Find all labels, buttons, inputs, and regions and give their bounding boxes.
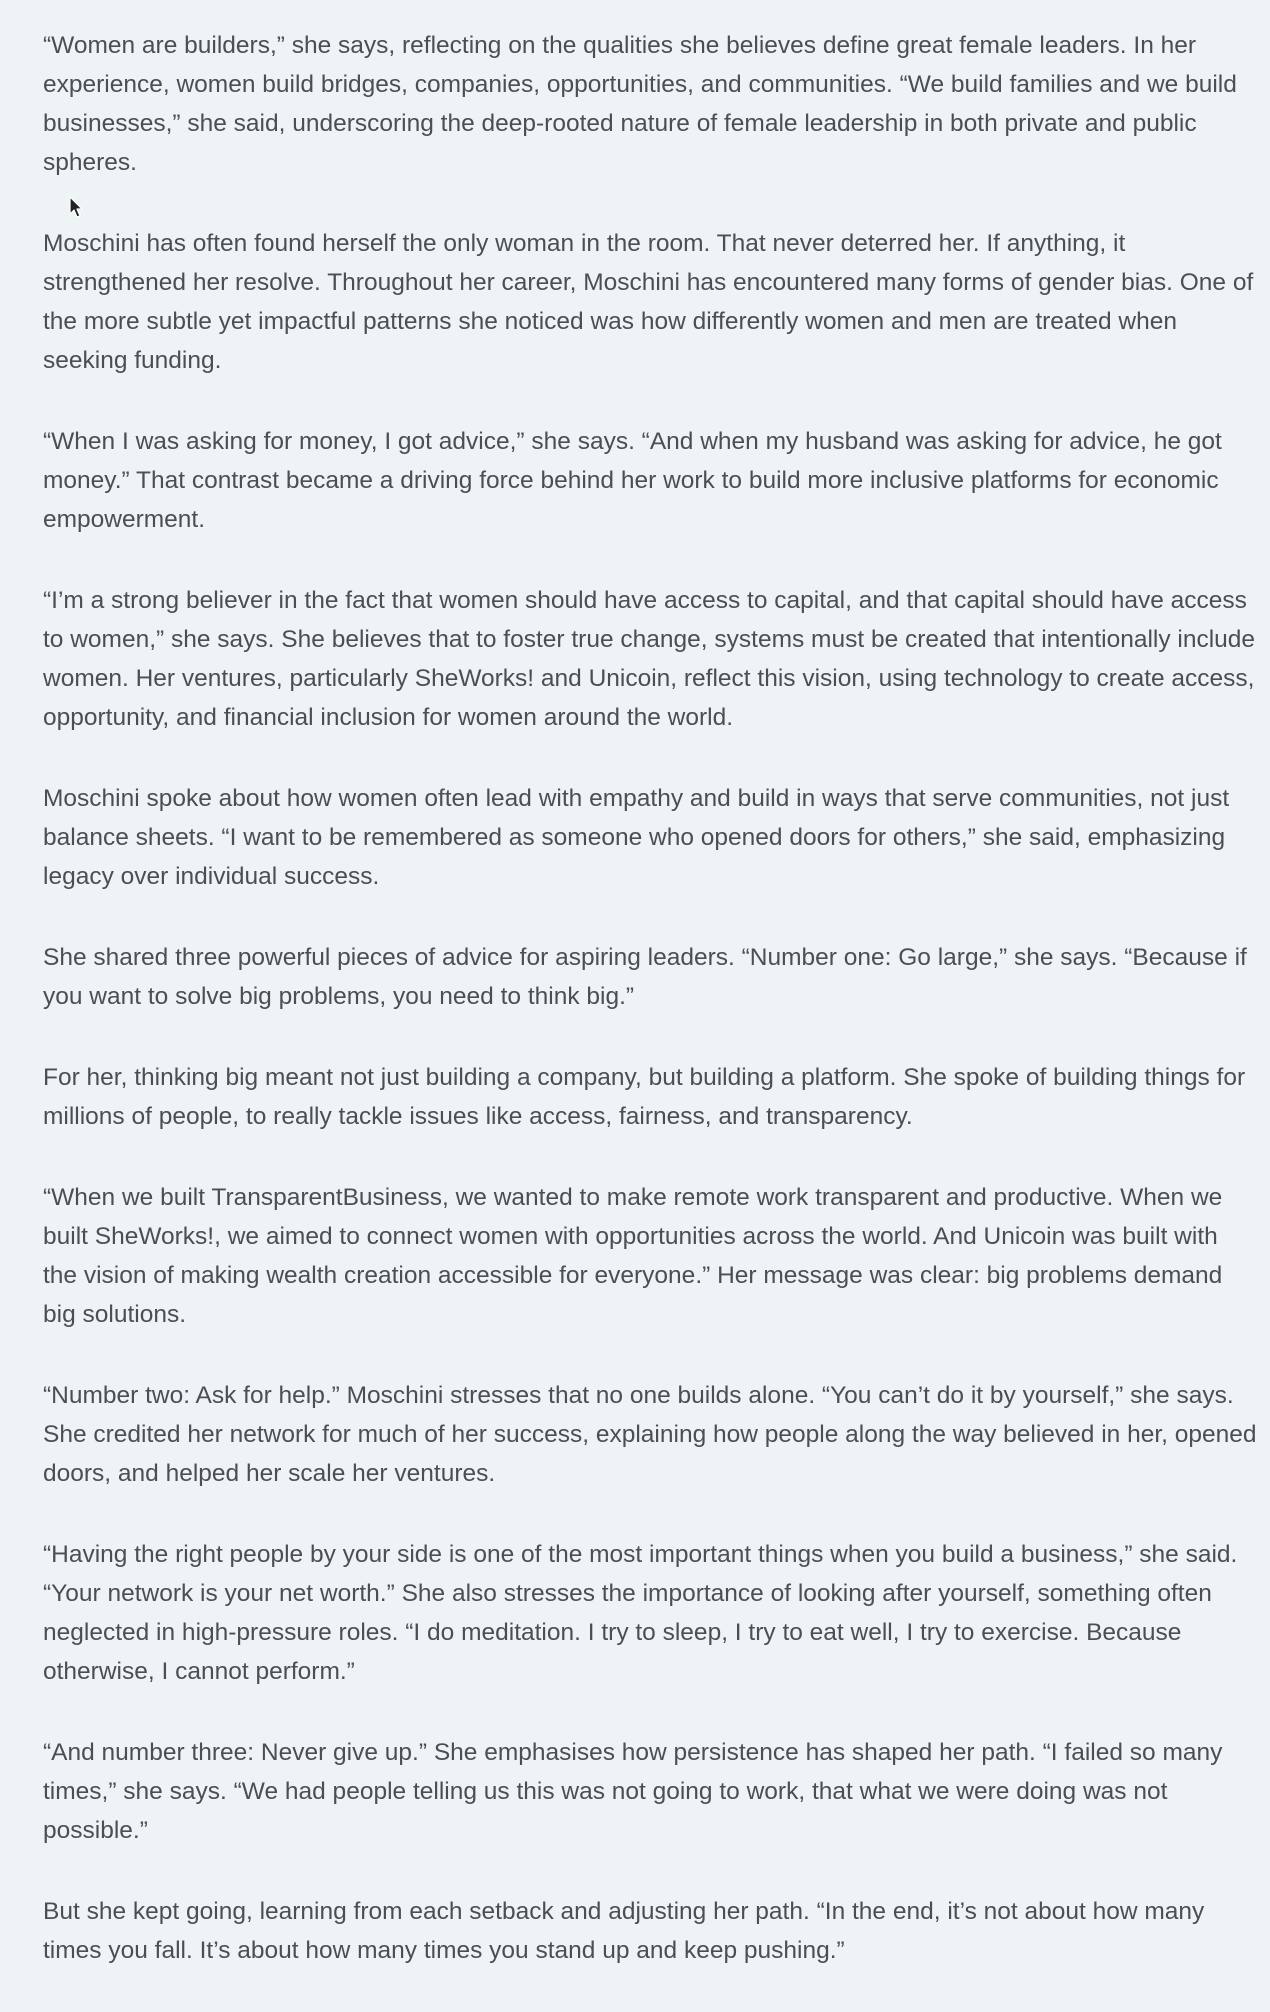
article-paragraph-12: But she kept going, learning from each setback and adjusting her path. “In the end, it’s not about how many times you fall. It’s about how many times you stand up and keep pushing.” — [43, 1898, 1205, 1964]
article-paragraph-7: For her, thinking big meant not just building a company, but building a platform. She spoke of building things for millions of people, to really tackle issues like access, fairness, and transparency. — [43, 1064, 1246, 1130]
article-body — [43, 26, 1258, 2012]
article-paragraph-1: “Women are builders,” she says, reflecting on the qualities she believes define great female leaders. In her experience, women build bridges, companies, opportunities, and communities. “We build families and we build businesses,” she said, underscoring the deep-rooted nature of female leadership in both private and public spheres. — [43, 32, 1237, 176]
article-paragraph-10: “Having the right people by your side is one of the most important things when you build a business,” she said. “Your network is your net worth.” She also stresses the importance of looking after yourself, something often neglected in high-pressure roles. “I do meditation. I try to sleep, I try to eat well, I try to exercise. Because otherwise, I cannot perform.” — [43, 1541, 1238, 1685]
article-paragraph-8: “When we built TransparentBusiness, we wanted to make remote work transparent and productive. When we built SheWorks!, we aimed to connect women with opportunities across the world. And Unicoin was built with the vision of making wealth creation accessible for everyone.” Her message was clear: big problems demand big solutions. — [43, 1184, 1223, 1328]
article-paragraph-9: “Number two: Ask for help.” Moschini stresses that no one builds alone. “You can’t do it by yourself,” she says. She credited her network for much of her success, explaining how people along the way believed in her, opened doors, and helped her scale her ventures. — [43, 1382, 1257, 1487]
article-paragraph-2: Moschini has often found herself the only woman in the room. That never deterred her. If anything, it strengthened her resolve. Throughout her career, Moschini has encountered many forms of gender bias. One of the more subtle yet impactful patterns she noticed was how differently women and men are treated when seeking funding. — [43, 230, 1254, 374]
article-paragraph-11: “And number three: Never give up.” She emphasises how persistence has shaped her path. “I failed so many times,” she says. “We had people telling us this was not going to work, that what we were doing was not possible.” — [43, 1739, 1223, 1844]
mouse-pointer-icon — [69, 196, 85, 220]
article-paragraph-3: “When I was asking for money, I got advice,” she says. “And when my husband was asking for advice, he got money.” That contrast became a driving force behind her work to build more inclusive platforms for economic empowerment. — [43, 428, 1222, 533]
article-paragraph-4: “I’m a strong believer in the fact that women should have access to capital, and that capital should have access to women,” she says. She believes that to foster true change, systems must be created that intentionally include women. Her ventures, particularly SheWorks! and Unicoin, reflect this vision, using technology to create access, opportunity, and financial inclusion for women around the world. — [43, 587, 1256, 731]
article-paragraph-5: Moschini spoke about how women often lead with empathy and build in ways that serve communities, not just balance sheets. “I want to be remembered as someone who opened doors for others,” she said, emphasizing legacy over individual success. — [43, 785, 1230, 890]
article-paragraph-6: She shared three powerful pieces of advice for aspiring leaders. “Number one: Go large,” she says. “Because if you want to solve big problems, you need to think big.” — [43, 944, 1247, 1010]
